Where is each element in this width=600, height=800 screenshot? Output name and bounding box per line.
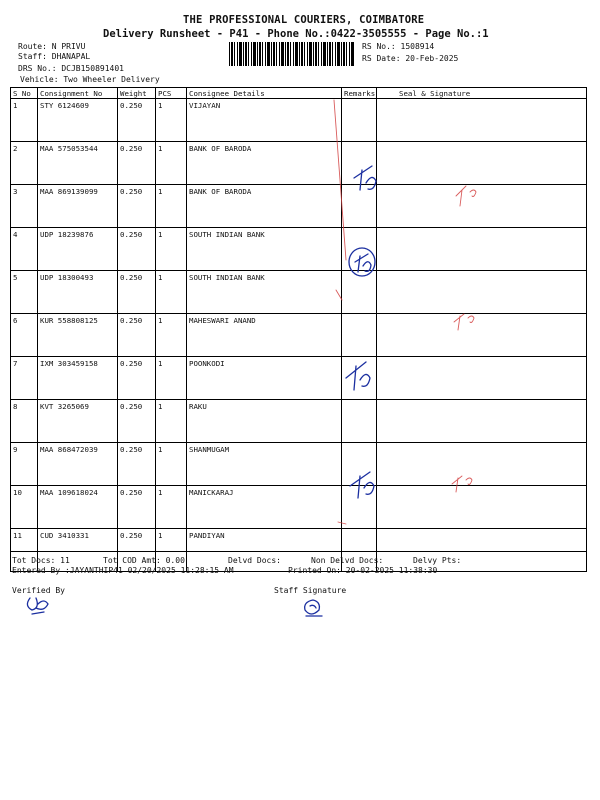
cell-sno: 8 xyxy=(11,400,38,443)
cell-pcs: 1 xyxy=(156,400,187,443)
cell-consignment: IXM 303459158 xyxy=(38,357,118,400)
table-row xyxy=(11,142,587,185)
cell-remarks xyxy=(342,271,377,314)
cell-sno: 7 xyxy=(11,357,38,400)
cell-seal xyxy=(377,357,587,400)
cell-consignee: SHANMUGAM xyxy=(187,443,342,486)
cell-consignment: KVT 3265069 xyxy=(38,400,118,443)
cell-pcs: 1 xyxy=(156,99,187,142)
cell-sno: 3 xyxy=(11,185,38,228)
col-weight: Weight xyxy=(118,88,156,99)
cell-sno: 9 xyxy=(11,443,38,486)
table-row xyxy=(11,443,587,486)
table-row xyxy=(11,357,587,400)
cell-weight: 0.250 xyxy=(118,99,156,142)
cell-weight: 0.250 xyxy=(118,228,156,271)
cell-remarks xyxy=(342,228,377,271)
cell-pcs: 1 xyxy=(156,443,187,486)
cell-consignee: BANK OF BARODA xyxy=(187,142,342,185)
cell-remarks xyxy=(342,142,377,185)
cell-pcs: 1 xyxy=(156,271,187,314)
printed-on: Printed On: 20-02-2025 11:38:30 xyxy=(288,566,438,575)
cell-seal xyxy=(377,486,587,529)
cell-pcs: 1 xyxy=(156,357,187,400)
non-delvd-docs: Non Delvd Docs: xyxy=(311,556,384,565)
cell-sno: 2 xyxy=(11,142,38,185)
staff-signature-scrawl xyxy=(305,600,322,616)
table-row xyxy=(11,99,587,142)
table-row xyxy=(11,486,587,529)
cell-remarks xyxy=(342,314,377,357)
col-consignment: Consignment No xyxy=(38,88,118,99)
cell-sno: 1 xyxy=(11,99,38,142)
tot-cod-amt: Tot COD Amt: 0.00 xyxy=(103,556,185,565)
route-label: Route: N PRIVU xyxy=(18,42,86,51)
col-sno: S No xyxy=(11,88,38,99)
cell-weight: 0.250 xyxy=(118,314,156,357)
cell-consignment: MAA 575053544 xyxy=(38,142,118,185)
cell-seal xyxy=(377,443,587,486)
runsheet-table xyxy=(10,87,587,572)
col-consignee: Consignee Details xyxy=(187,88,342,99)
cell-seal xyxy=(377,271,587,314)
cell-weight: 0.250 xyxy=(118,271,156,314)
cell-consignment: MAA 868472039 xyxy=(38,443,118,486)
cell-weight: 0.250 xyxy=(118,142,156,185)
tot-docs: Tot Docs: 11 xyxy=(12,556,70,565)
runsheet-subtitle: Delivery Runsheet - P41 - Phone No.:0422-3505555 - Page No.:1 xyxy=(103,28,489,40)
cell-remarks xyxy=(342,443,377,486)
footer-divider xyxy=(10,551,586,552)
cell-consignee: SOUTH INDIAN BANK xyxy=(187,228,342,271)
drs-label: DRS No.: DCJB150891401 xyxy=(18,64,124,73)
verified-by-signature xyxy=(27,598,48,614)
cell-seal xyxy=(377,314,587,357)
cell-seal xyxy=(377,185,587,228)
cell-seal xyxy=(377,400,587,443)
cell-remarks xyxy=(342,486,377,529)
cell-seal xyxy=(377,99,587,142)
cell-pcs: 1 xyxy=(156,142,187,185)
cell-consignment: UDP 18239876 xyxy=(38,228,118,271)
col-seal-signature: Seal & Signature xyxy=(377,88,587,99)
staff-label: Staff: DHANAPAL xyxy=(18,52,91,61)
table-row xyxy=(11,185,587,228)
cell-consignment: STY 6124609 xyxy=(38,99,118,142)
vehicle-label: Vehicle: Two Wheeler Delivery xyxy=(20,75,160,84)
cell-sno: 10 xyxy=(11,486,38,529)
cell-pcs: 1 xyxy=(156,486,187,529)
verified-by-label: Verified By xyxy=(12,586,65,595)
rs-no: RS No.: 1508914 xyxy=(362,42,435,51)
cell-weight: 0.250 xyxy=(118,486,156,529)
cell-consignee: PANDIYAN xyxy=(187,529,342,572)
cell-remarks xyxy=(342,99,377,142)
cell-pcs: 1 xyxy=(156,529,187,572)
table-row xyxy=(11,400,587,443)
col-pcs: PCS xyxy=(156,88,187,99)
cell-sno: 11 xyxy=(11,529,38,572)
company-title: THE PROFESSIONAL COURIERS, COIMBATORE xyxy=(183,14,425,26)
entered-by: Entered By :JAYANTHIP41 02/20/2025 11:28:15 AM xyxy=(12,566,234,575)
cell-consignee: MANICKARAJ xyxy=(187,486,342,529)
cell-weight: 0.250 xyxy=(118,400,156,443)
cell-consignee: RAKU xyxy=(187,400,342,443)
cell-consignment: MAA 869139099 xyxy=(38,185,118,228)
cell-consignee: VIJAYAN xyxy=(187,99,342,142)
cell-consignment: UDP 18300493 xyxy=(38,271,118,314)
cell-sno: 6 xyxy=(11,314,38,357)
cell-pcs: 1 xyxy=(156,228,187,271)
cell-weight: 0.250 xyxy=(118,185,156,228)
cell-consignee: POONKODI xyxy=(187,357,342,400)
staff-signature-label: Staff Signature xyxy=(274,586,347,595)
rs-date: RS Date: 20-Feb-2025 xyxy=(362,54,459,63)
cell-pcs: 1 xyxy=(156,314,187,357)
cell-weight: 0.250 xyxy=(118,443,156,486)
table-header-row xyxy=(11,88,587,99)
cell-consignee: MAHESWARI ANAND xyxy=(187,314,342,357)
cell-weight: 0.250 xyxy=(118,357,156,400)
cell-seal xyxy=(377,228,587,271)
cell-sno: 4 xyxy=(11,228,38,271)
cell-consignee: BANK OF BARODA xyxy=(187,185,342,228)
cell-remarks xyxy=(342,185,377,228)
delvd-docs: Delvd Docs: xyxy=(228,556,281,565)
cell-consignment: MAA 109618024 xyxy=(38,486,118,529)
cell-consignment: KUR 558808125 xyxy=(38,314,118,357)
delvy-pts: Delvy Pts: xyxy=(413,556,462,565)
cell-seal xyxy=(377,142,587,185)
cell-weight: 0.250 xyxy=(118,529,156,572)
cell-remarks xyxy=(342,357,377,400)
cell-consignment: CUD 3410331 xyxy=(38,529,118,572)
cell-sno: 5 xyxy=(11,271,38,314)
cell-consignee: SOUTH INDIAN BANK xyxy=(187,271,342,314)
col-remarks: Remarks xyxy=(342,88,377,99)
table-row xyxy=(11,271,587,314)
cell-pcs: 1 xyxy=(156,185,187,228)
table-row xyxy=(11,314,587,357)
barcode xyxy=(229,42,354,66)
cell-remarks xyxy=(342,400,377,443)
table-row xyxy=(11,228,587,271)
